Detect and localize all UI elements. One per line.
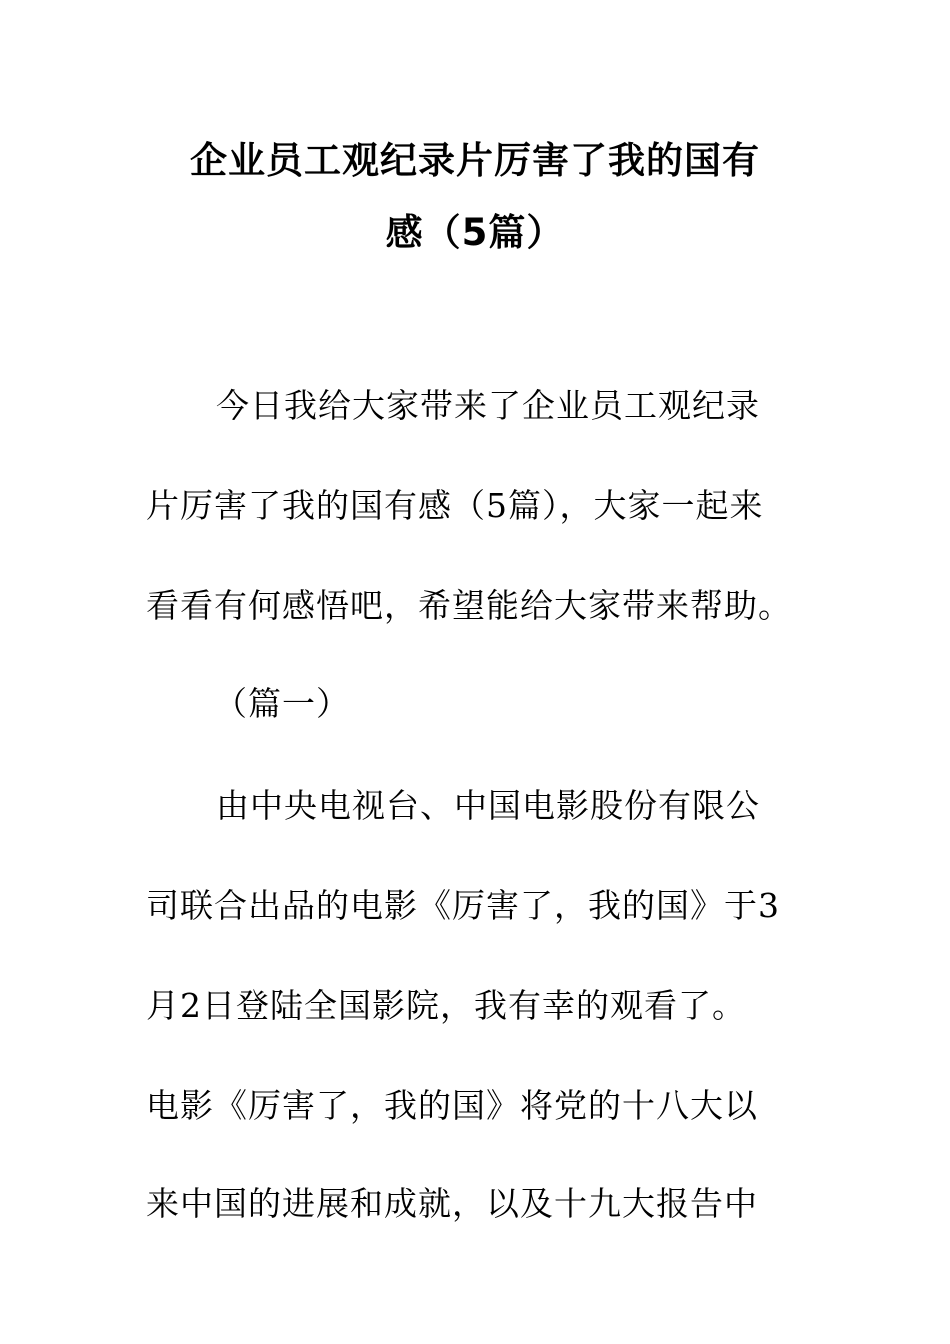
document-title-line-2: 感（5篇） [385,211,565,254]
document-title-line-1: 企业员工观纪录片厉害了我的国有 [190,139,760,182]
section-heading-part-1: （篇一） [214,684,350,723]
paragraph-2-line-3: 月2日登陆全国影院，我有幸的观看了。 [146,986,746,1025]
paragraph-2-line-5: 来中国的进展和成就，以及十九大报告中 [146,1184,758,1223]
paragraph-2-line-2: 司联合出品的电影《厉害了，我的国》于3 [146,886,780,925]
paragraph-1-line-2: 片厉害了我的国有感（5篇），大家一起来 [146,486,764,525]
paragraph-2-line-1: 由中央电视台、中国电影股份有限公 [216,786,760,825]
paragraph-1-line-3: 看看有何感悟吧，希望能给大家带来帮助。 [146,586,792,625]
paragraph-2-line-4: 电影《厉害了，我的国》将党的十八大以 [146,1086,758,1125]
paragraph-1-line-1: 今日我给大家带来了企业员工观纪录 [216,386,760,425]
